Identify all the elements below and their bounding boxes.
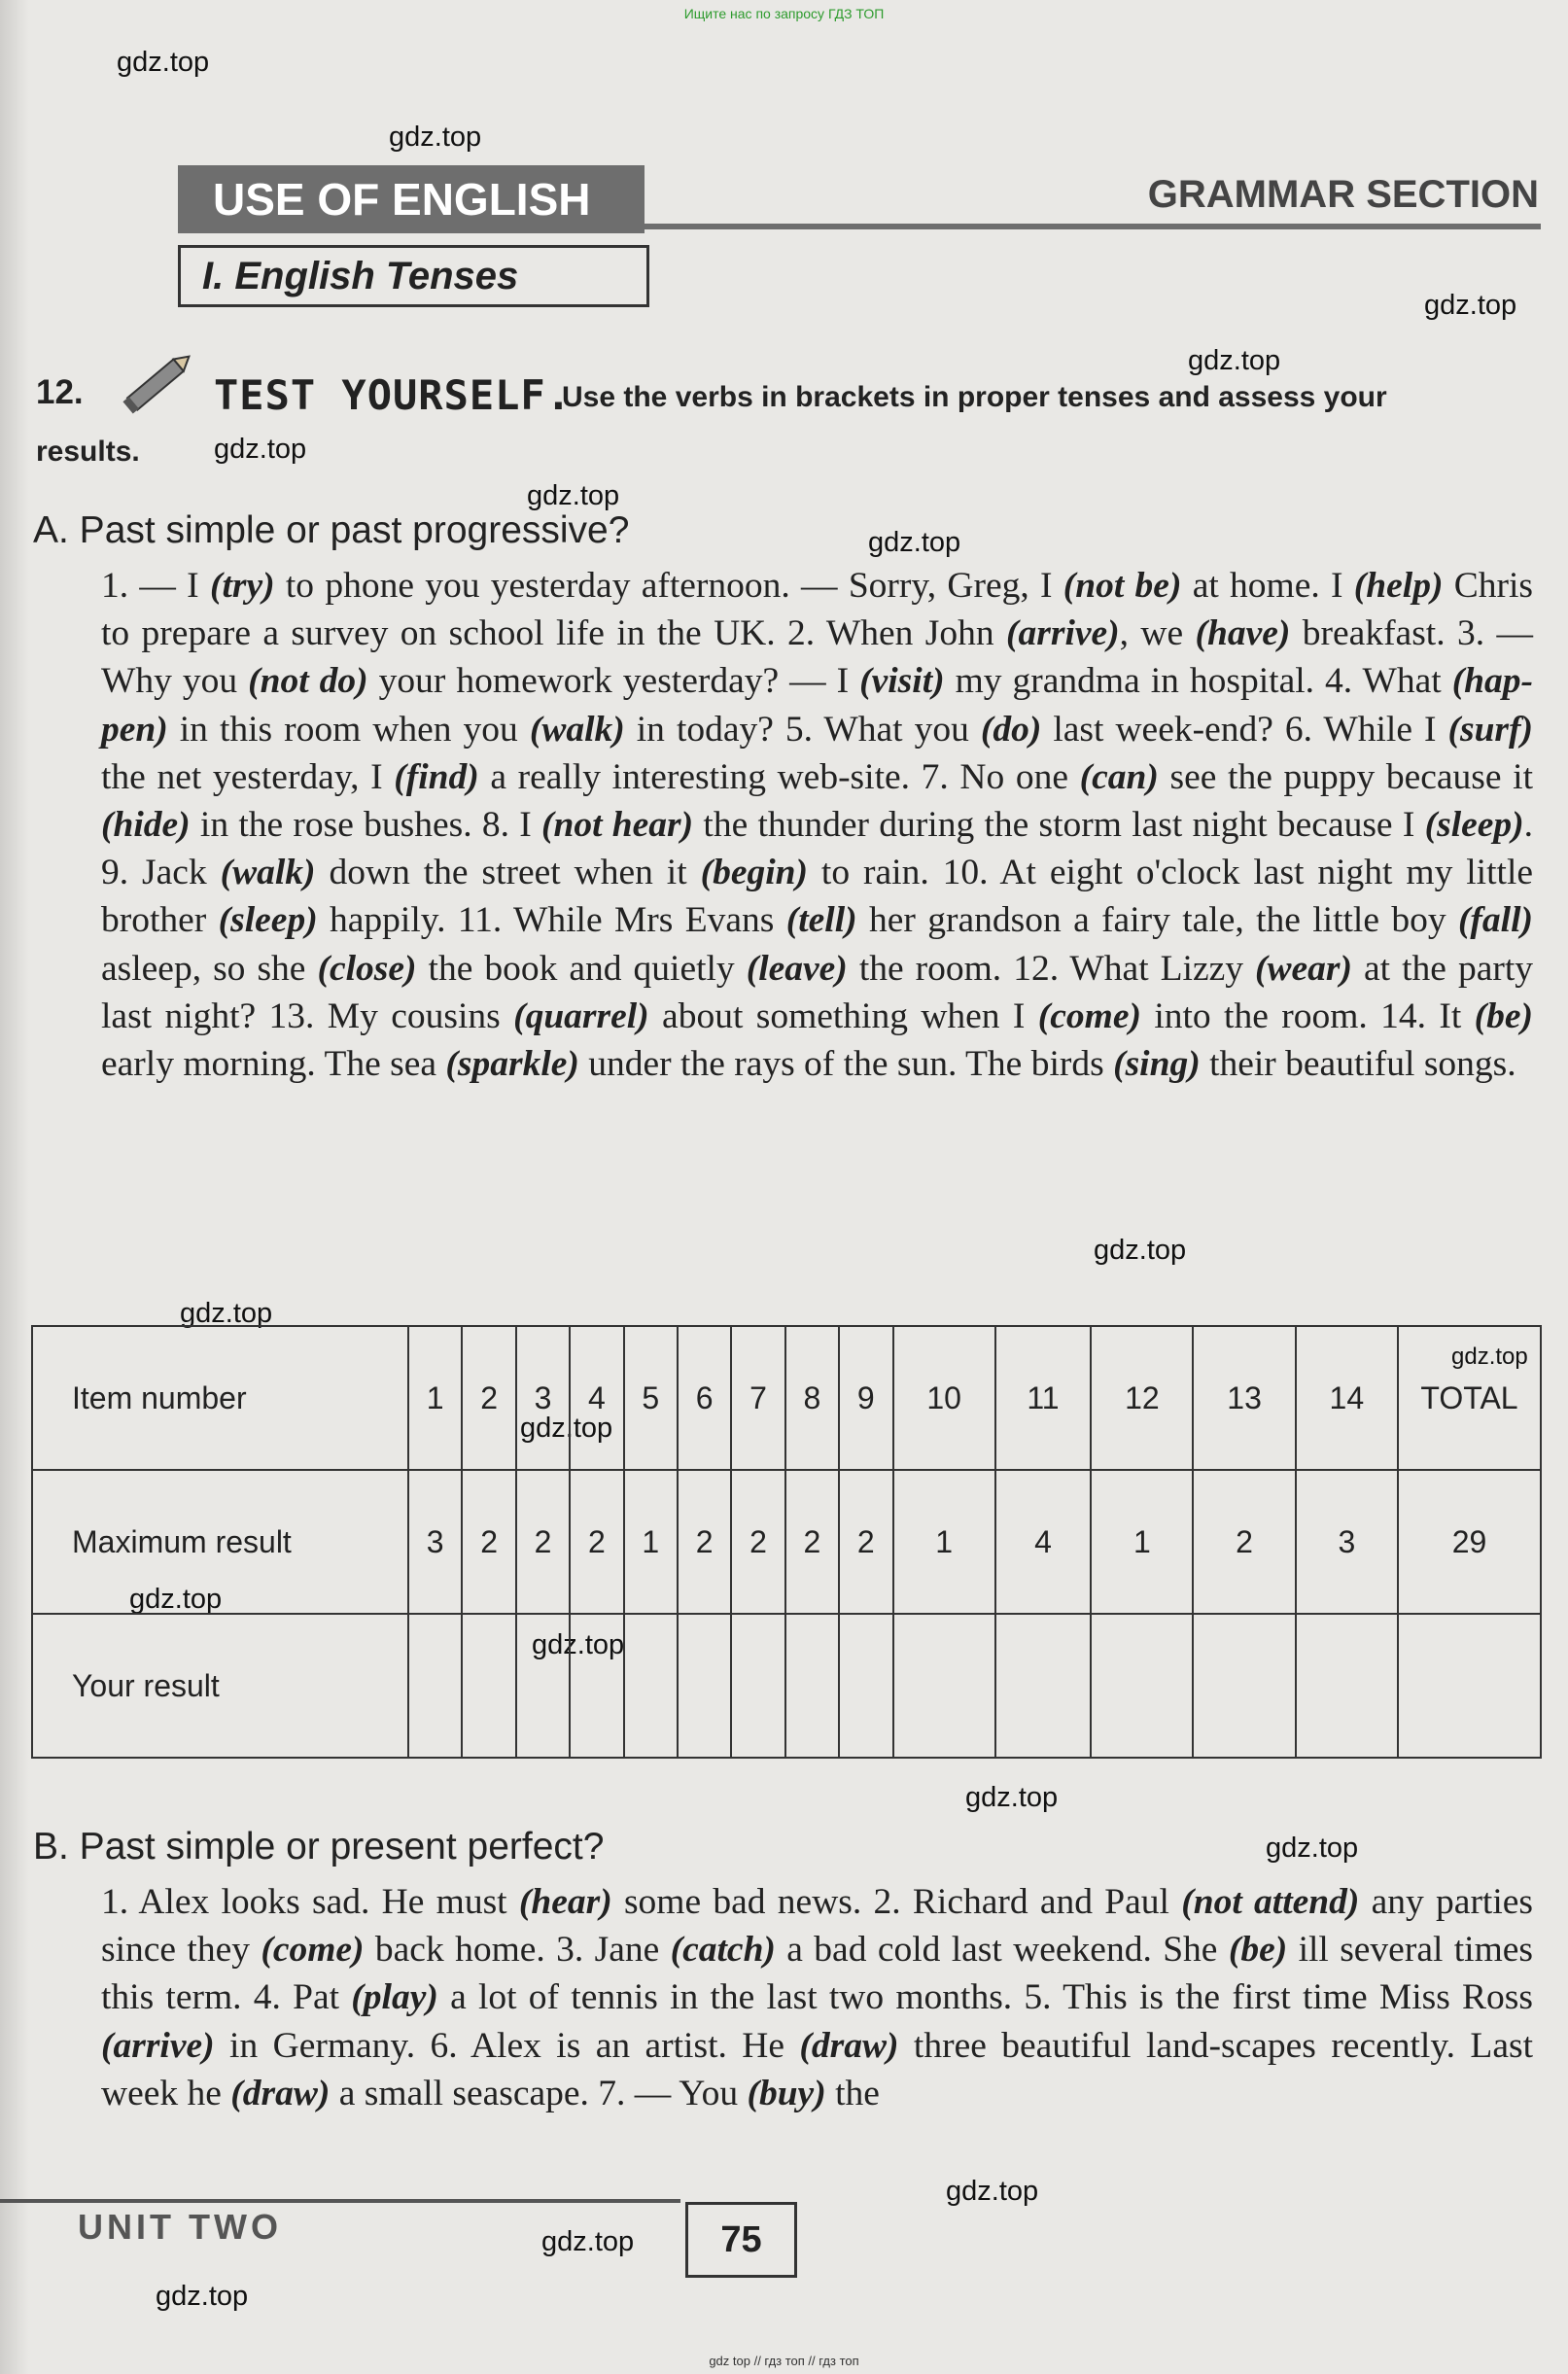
watermark: gdz.top [1094, 1235, 1187, 1266]
table-cell: 2 [839, 1470, 892, 1614]
table-cell: 7 [731, 1326, 784, 1470]
category-title: GRAMMAR SECTION [1147, 173, 1539, 216]
row-label: Item number [32, 1326, 408, 1470]
test-yourself-title: TEST YOURSELF. [214, 371, 573, 419]
part-a-text: 1. — I (try) to phone you yesterday afternoon. — Sorry, Greg, I (not be) at home. I (help) Chris to prepare a survey on school life in the UK. 2. When John (arrive), we (have) breakfast. 3. — Why you (not do) your homework yesterday? — I (visit) my grandma in hospital. 4. What (hap-pen) in this room when you (walk) in today? 5. What you (do) last week-end? 6. While I (surf) the net yesterday, I (find) a really interesting web-site. 7. No one (can) see the puppy because it (hide) in the rose bushes. 8. I (not hear) the thunder during the storm last night because I (sleep). 9. Jack (walk) down the street when it (begin) to rain. 10. At eight o'clock last night my little brother (sleep) happily. 11. While Mrs Evans (tell) her grandson a fairy tale, the little boy (fall) asleep, so she (close) the book and quietly (leave) the room. 12. What Lizzy (wear) at the party last night? 13. My cousins (quarrel) about something when I (come) into the room. 14. It (be) early morning. The sea (sparkle) under the rays of the sun. The birds (sing) their beautiful songs. [101, 566, 1534, 1085]
table-cell: 13 [1193, 1326, 1295, 1470]
table-cell: 1 [893, 1470, 995, 1614]
binding-shadow [0, 0, 29, 2374]
footer-links[interactable]: gdz top // гдз топ // гдз топ [709, 2354, 859, 2368]
table-row [32, 1326, 1541, 1470]
watermark: gdz.top [946, 2176, 1039, 2207]
watermark: gdz.top [129, 1584, 223, 1615]
row-label: Maximum result [32, 1470, 408, 1614]
table-cell: TOTAL [1398, 1326, 1541, 1470]
table-cell: 2 [516, 1470, 570, 1614]
watermark: gdz.top [1451, 1344, 1528, 1370]
answer-cell[interactable] [1091, 1614, 1193, 1758]
section-banner: USE OF ENGLISH [178, 165, 645, 233]
watermark: gdz.top [389, 122, 482, 153]
answer-cell[interactable] [1193, 1614, 1295, 1758]
task-number: 12. [36, 373, 84, 411]
top-banner[interactable]: Ищите нас по запросу ГДЗ ТОП [683, 6, 885, 21]
answer-cell[interactable] [408, 1614, 462, 1758]
answer-cell[interactable] [678, 1614, 731, 1758]
table-cell: 2 [462, 1326, 515, 1470]
task-instruction: Use the verbs in brackets in proper tenses and assess your [562, 381, 1387, 413]
answer-cell[interactable] [462, 1614, 515, 1758]
answer-cell[interactable] [731, 1614, 784, 1758]
watermark: gdz.top [527, 480, 620, 511]
watermark: gdz.top [156, 2281, 249, 2312]
table-cell: 2 [678, 1470, 731, 1614]
table-cell: 8 [785, 1326, 839, 1470]
table-cell: 2 [785, 1470, 839, 1614]
table-cell: 29 [1398, 1470, 1541, 1614]
table-cell: 3 [408, 1470, 462, 1614]
table-cell: 14 [1296, 1326, 1398, 1470]
answer-cell[interactable] [785, 1614, 839, 1758]
table-cell: 2 [570, 1470, 623, 1614]
table-row [32, 1614, 1541, 1758]
table-cell: 1 [1091, 1470, 1193, 1614]
answer-cell[interactable] [893, 1614, 995, 1758]
table-cell: 10 [893, 1326, 995, 1470]
table-cell: 6 [678, 1326, 731, 1470]
watermark: gdz.top [868, 527, 961, 558]
row-label: Your result [32, 1614, 408, 1758]
watermark: gdz.top [520, 1413, 613, 1444]
table-row [32, 1470, 1541, 1614]
watermark: gdz.top [117, 47, 210, 78]
subsection-title: I. English Tenses [178, 245, 649, 307]
table-cell: 3 [1296, 1470, 1398, 1614]
table-cell: 2 [462, 1470, 515, 1614]
table-cell: 1 [624, 1470, 678, 1614]
score-table [31, 1325, 1542, 1759]
table-cell: 9 [839, 1326, 892, 1470]
pencil-icon [115, 343, 202, 421]
watermark: gdz.top [541, 2226, 635, 2257]
table-cell: 2 [1193, 1470, 1295, 1614]
answer-cell[interactable] [570, 1614, 623, 1758]
part-a-heading: A. Past simple or past progressive? [33, 509, 630, 551]
answer-cell[interactable] [995, 1614, 1092, 1758]
answer-cell[interactable] [1296, 1614, 1398, 1758]
watermark: gdz.top [532, 1629, 625, 1660]
watermark: gdz.top [1266, 1833, 1359, 1864]
banner-divider [645, 224, 1541, 229]
answer-cell[interactable] [624, 1614, 678, 1758]
task-instruction-cont: results. [36, 436, 140, 468]
table-cell: 4 [570, 1326, 623, 1470]
table-cell: 5 [624, 1326, 678, 1470]
part-b-text: 1. Alex looks sad. He must (hear) some bad news. 2. Richard and Paul (not attend) any parties since they (come) back home. 3. Jane (catch) a bad cold last weekend. She (be) ill several times this term. 4. Pat (play) a lot of tennis in the last two months. 5. This is the first time Miss Ross (arrive) in Germany. 6. Alex is an artist. He (draw) three beautiful land-scapes recently. Last week he (draw) a small seascape. 7. — You (buy) the [101, 1882, 1534, 2113]
table-cell: 2 [731, 1470, 784, 1614]
unit-label: UNIT TWO [78, 2207, 282, 2247]
watermark: gdz.top [965, 1782, 1059, 1813]
table-cell: 1 [408, 1326, 462, 1470]
table-cell: 12 [1091, 1326, 1193, 1470]
answer-cell[interactable] [1398, 1614, 1541, 1758]
answer-cell[interactable] [516, 1614, 570, 1758]
page-number: 75 [685, 2202, 797, 2278]
table-cell: 4 [995, 1470, 1092, 1614]
footer-divider [0, 2199, 680, 2203]
answer-cell[interactable] [839, 1614, 892, 1758]
watermark: gdz.top [180, 1298, 273, 1329]
part-b-heading: B. Past simple or present perfect? [33, 1826, 605, 1868]
table-cell: 11 [995, 1326, 1092, 1470]
watermark: gdz.top [1424, 290, 1517, 321]
table-cell: 3 [516, 1326, 570, 1470]
watermark: gdz.top [214, 434, 307, 465]
watermark: gdz.top [1188, 345, 1281, 376]
